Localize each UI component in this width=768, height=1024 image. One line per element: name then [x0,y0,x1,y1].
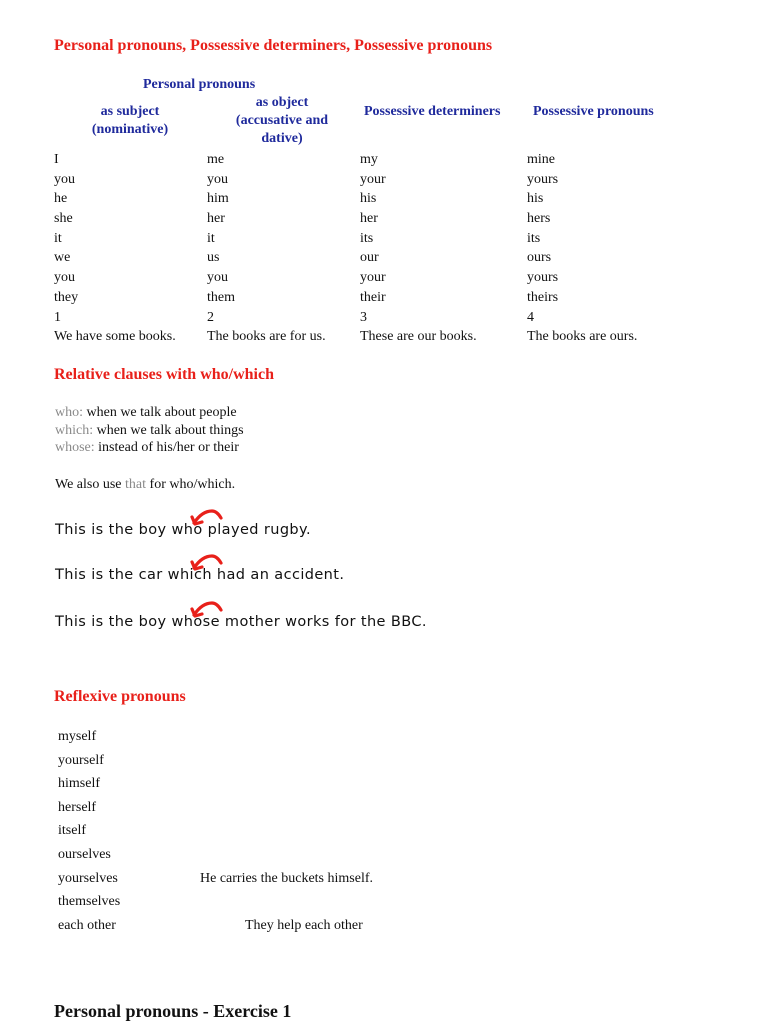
arrow-icon [190,508,226,526]
table-cell-determiner: your [360,270,386,285]
table-cell-determiner: its [360,231,374,246]
list-item: each other [58,918,116,933]
list-item: myself [58,729,97,744]
table-cell-object: them [207,290,235,305]
term-whose: whose: [55,440,95,455]
list-item: yourself [58,753,104,768]
table-cell-object: you [207,172,228,187]
that-pre: We also use [55,477,126,492]
example-1-noun: boy [138,522,167,538]
table-cell-possessive: 4 [527,310,534,325]
that-word: that [125,477,147,492]
table-cell-possessive: yours [527,172,559,187]
table-cell-object: it [207,231,215,246]
table-cell-subject: we [54,250,71,265]
desc-whose: instead of his/her or their [94,440,239,455]
exercise-title: Personal pronouns - Exercise 1 [54,1001,292,1021]
table-cell-determiner: my [360,152,378,167]
desc-who: when we talk about people [83,405,237,420]
list-item: himself [58,776,100,791]
table-cell-possessive: its [527,231,541,246]
table-cell-determiner: their [360,290,386,305]
reflexive-example-2: They help each other [245,918,363,933]
header-object: as object (accusative and dative) [235,95,329,146]
table-cell-subject: you [54,172,75,187]
header-subject: as subject (nominative) [91,104,169,137]
section1-title: Personal pronouns, Possessive determiners, Possessive pronouns [54,37,493,54]
personal-pronouns-group-header: Personal pronouns [143,77,256,92]
table-cell-determiner: her [360,211,378,226]
example-sentence-1 [55,522,311,538]
term-who: who: [55,405,83,420]
list-item: ourselves [58,847,111,862]
reflexive-example-1: He carries the buckets himself. [200,871,373,886]
table-cell-object: her [207,211,225,226]
list-item: herself [58,800,97,815]
example-3-before: This is the [55,614,139,630]
table-cell-subject: 1 [54,310,61,325]
table-cell-object: you [207,270,228,285]
arrow-icon [190,553,226,571]
table-cell-subject: she [54,211,73,226]
example-sentence-3 [55,614,427,630]
example-2-after: which had an accident. [162,567,345,583]
table-cell-object: me [207,152,225,167]
that-note [55,476,235,494]
example-3-after: whose mother works for the BBC. [166,614,427,630]
table-cell-subject: he [54,191,68,206]
table-cell-subject: I [54,152,59,167]
header-pronouns: Possessive pronouns [533,104,654,119]
table-cell-possessive: yours [527,270,559,285]
table-cell-object: him [207,191,229,206]
table-cell-subject: it [54,231,62,246]
table-cell-determiner: his [360,191,377,206]
table-cell-determiner: your [360,172,386,187]
header-determiners: Possessive determiners [364,104,501,119]
table-cell-subject: We have some books. [54,329,176,344]
example-1-after: who played rugby. [166,522,311,538]
desc-which: when we talk about things [93,423,244,438]
table-cell-determiner: our [360,250,379,265]
table-cell-subject: you [54,270,75,285]
term-which: which: [55,423,94,438]
table-cell-determiner: These are our books. [360,329,477,344]
table-cell-possessive: hers [527,211,551,226]
table-cell-object: The books are for us. [207,329,326,344]
that-post: for who/which. [146,477,236,492]
example-3-noun: boy [138,614,167,630]
table-cell-object: 2 [207,310,214,325]
list-item: itself [58,823,86,838]
relative-item-who [55,404,237,422]
table-cell-possessive: ours [527,250,552,265]
example-2-before: This is the [55,567,139,583]
table-cell-possessive: mine [527,152,555,167]
table-cell-object: us [207,250,220,265]
example-1-before: This is the [55,522,139,538]
relative-item-whose [55,439,239,457]
table-cell-possessive: his [527,191,544,206]
table-cell-subject: they [54,290,79,305]
section2-title: Relative clauses with who/which [54,366,274,383]
section3-title: Reflexive pronouns [54,688,186,705]
table-cell-possessive: theirs [527,290,559,305]
arrow-icon [190,600,226,618]
relative-item-which [55,422,244,440]
example-2-noun: car [138,567,163,583]
list-item: yourselves [58,871,118,886]
table-cell-determiner: 3 [360,310,367,325]
list-item: themselves [58,894,121,909]
table-cell-possessive: The books are ours. [527,329,638,344]
